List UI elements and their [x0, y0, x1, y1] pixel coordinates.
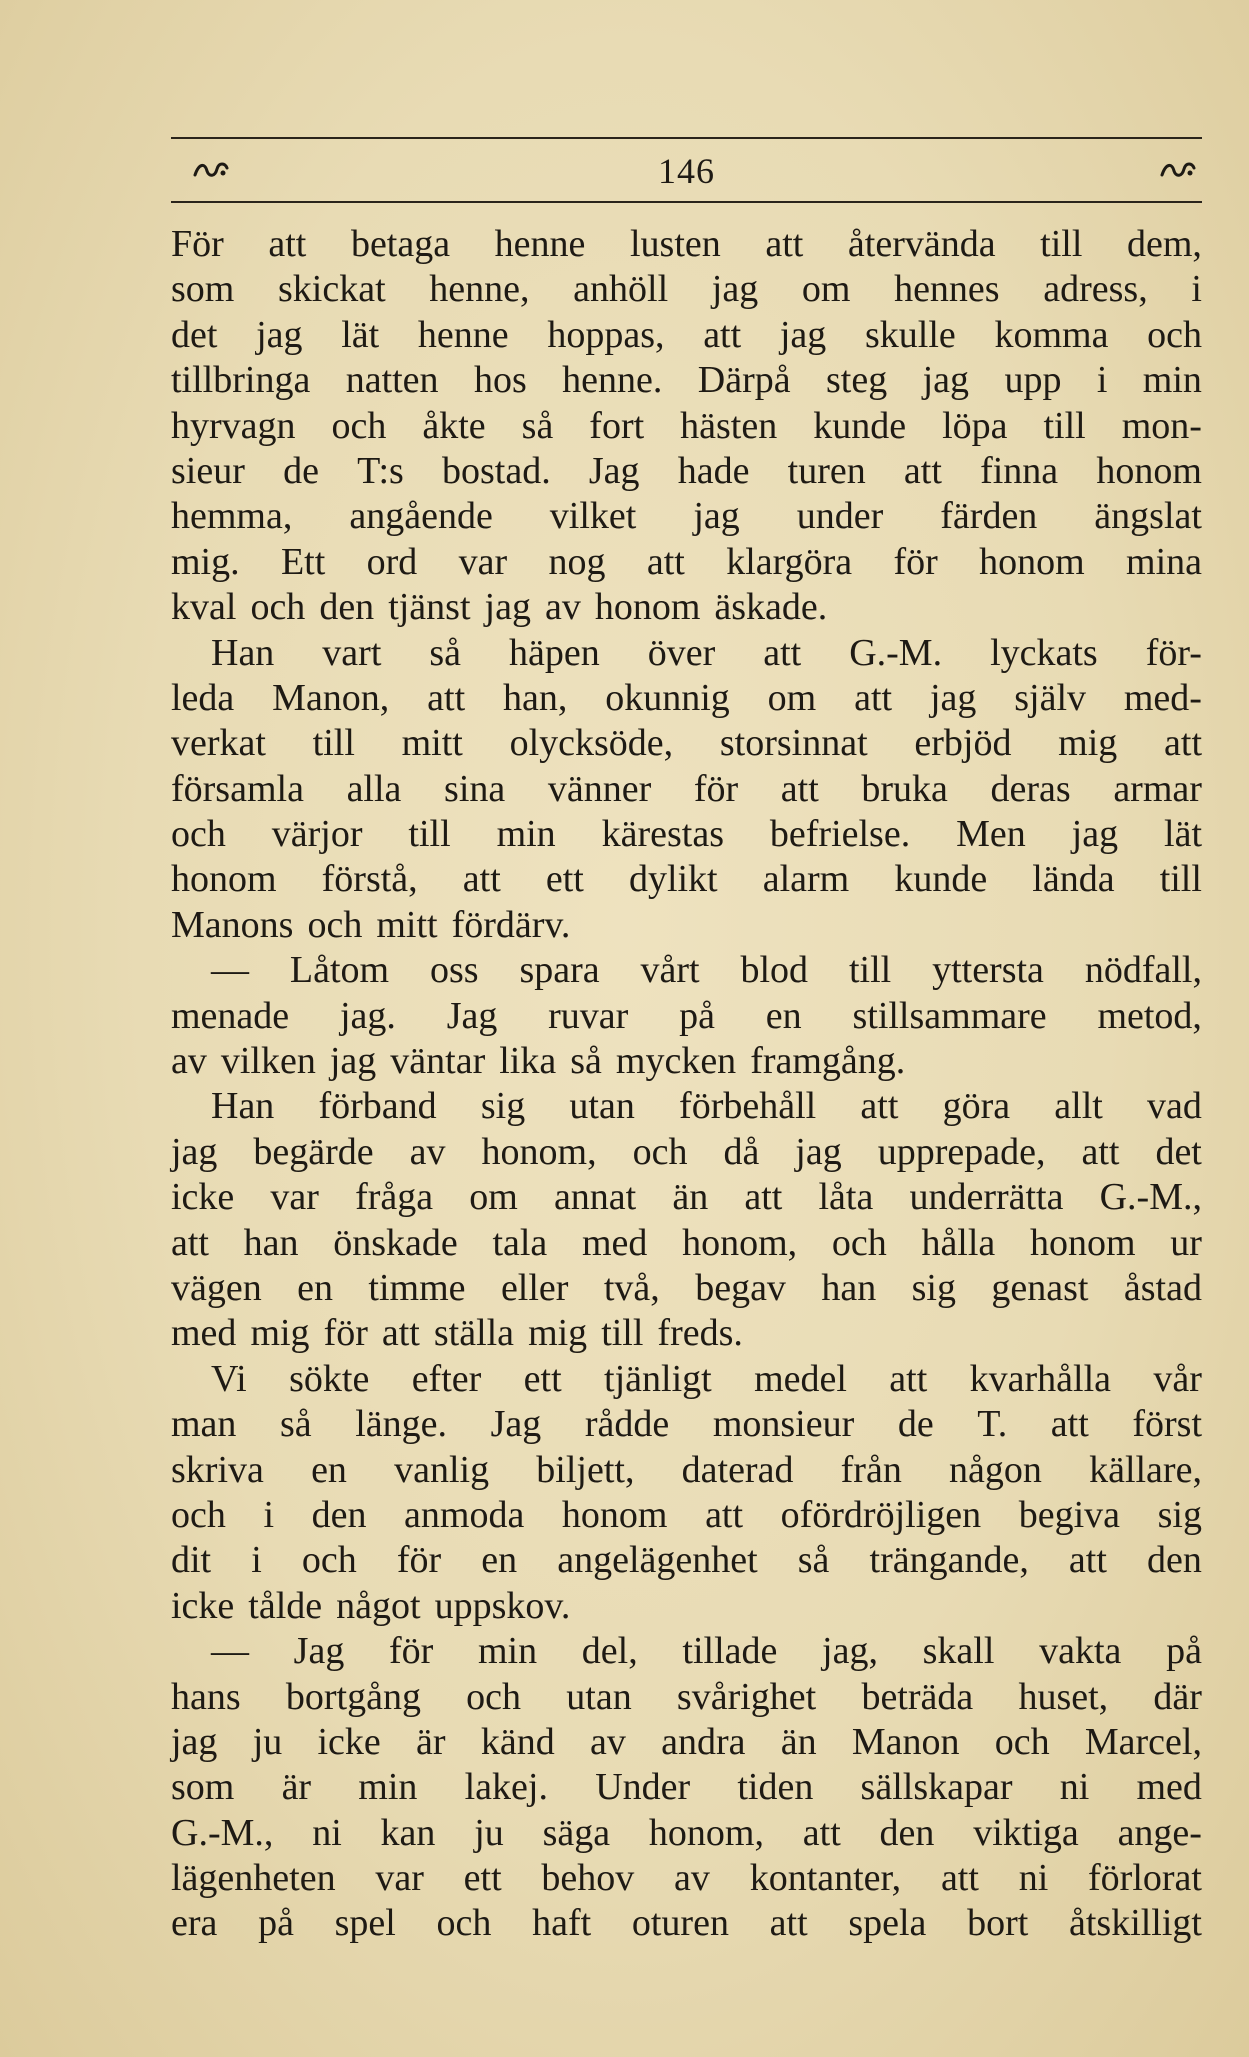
- text-line: hans bortgång och utan svårighet beträda huset, där: [171, 1675, 1202, 1718]
- text-line: dit i och för en angelägenhet så trängande, att den: [171, 1539, 1202, 1582]
- text-line: verkat till mitt olycksöde, storsinnat erbjöd mig att: [171, 722, 1202, 765]
- text-line: med mig för att ställa mig till freds.: [171, 1312, 743, 1355]
- body-text: [171, 222, 1202, 1947]
- text-line: era på spel och haft oturen att spela bort åtskilligt: [171, 1902, 1202, 1945]
- text-line: hemma, angående vilket jag under färden ängslat: [171, 495, 1202, 538]
- text-line: jag ju icke är känd av andra än Manon och Marcel,: [171, 1720, 1202, 1763]
- text-line: icke var fråga om annat än att låta underrätta G.-M.,: [171, 1176, 1202, 1219]
- text-line: För att betaga henne lusten att återvända till dem,: [171, 223, 1202, 265]
- text-line: tillbringa natten hos henne. Därpå steg jag upp i min: [171, 359, 1202, 402]
- ornament-icon: [1160, 159, 1196, 179]
- text-line: man så länge. Jag rådde monsieur de T. att först: [171, 1403, 1202, 1446]
- text-line: Vi sökte efter ett tjänligt medel att kvarhålla vår: [211, 1357, 1202, 1400]
- text-line: och värjor till min kärestas befrielse. Men jag lät: [171, 813, 1202, 856]
- text-line: Manons och mitt fördärv.: [171, 903, 571, 946]
- text-line: Han förband sig utan förbehåll att göra allt vad: [211, 1085, 1202, 1128]
- text-line: — Låtom oss spara vårt blod till yttersta nödfall,: [211, 949, 1202, 992]
- text-line: leda Manon, att han, okunnig om att jag själv med-: [171, 676, 1202, 719]
- text-line: att han önskade tala med honom, och hålla honom ur: [171, 1221, 1202, 1264]
- text-line: hyrvagn och åkte så fort hästen kunde löpa till mon-: [171, 404, 1202, 447]
- text-line: lägenheten var ett behov av kontanter, att ni förlorat: [171, 1857, 1202, 1900]
- text-line: som skickat henne, anhöll jag om hennes adress, i: [171, 268, 1202, 311]
- page-number: 146: [658, 151, 715, 191]
- text-line: och i den anmoda honom att ofördröjligen begiva sig: [171, 1493, 1202, 1536]
- header-rule-bottom: [171, 201, 1202, 203]
- text-line: av vilken jag väntar lika så mycken framgång.: [171, 1040, 906, 1083]
- text-line: jag begärde av honom, och då jag upprepade, att det: [171, 1130, 1202, 1173]
- text-line: vägen en timme eller två, begav han sig genast åstad: [171, 1266, 1202, 1309]
- text-line: G.-M., ni kan ju säga honom, att den viktiga ange-: [171, 1811, 1202, 1854]
- text-line: skriva en vanlig biljett, daterad från någon källare,: [171, 1448, 1202, 1491]
- text-line: som är min lakej. Under tiden sällskapar ni med: [171, 1766, 1202, 1809]
- text-line: Han vart så häpen över att G.-M. lyckats för-: [211, 631, 1202, 674]
- header-rule-top: [171, 137, 1202, 139]
- text-line: — Jag för min del, tillade jag, skall vakta på: [211, 1630, 1202, 1673]
- text-line: församla alla sina vänner för att bruka deras armar: [171, 767, 1202, 810]
- text-line: det jag lät henne hoppas, att jag skulle komma och: [171, 313, 1202, 356]
- text-line: icke tålde något uppskov.: [171, 1584, 571, 1627]
- text-line: kval och den tjänst jag av honom äskade.: [171, 586, 828, 629]
- text-line: menade jag. Jag ruvar på en stillsammare metod,: [171, 994, 1202, 1037]
- text-line: mig. Ett ord var nog att klargöra för honom mina: [171, 540, 1202, 583]
- text-line: sieur de T:s bostad. Jag hade turen att finna honom: [171, 449, 1202, 492]
- text-line: honom förstå, att ett dylikt alarm kunde lända till: [171, 858, 1202, 901]
- page-header: [171, 137, 1202, 205]
